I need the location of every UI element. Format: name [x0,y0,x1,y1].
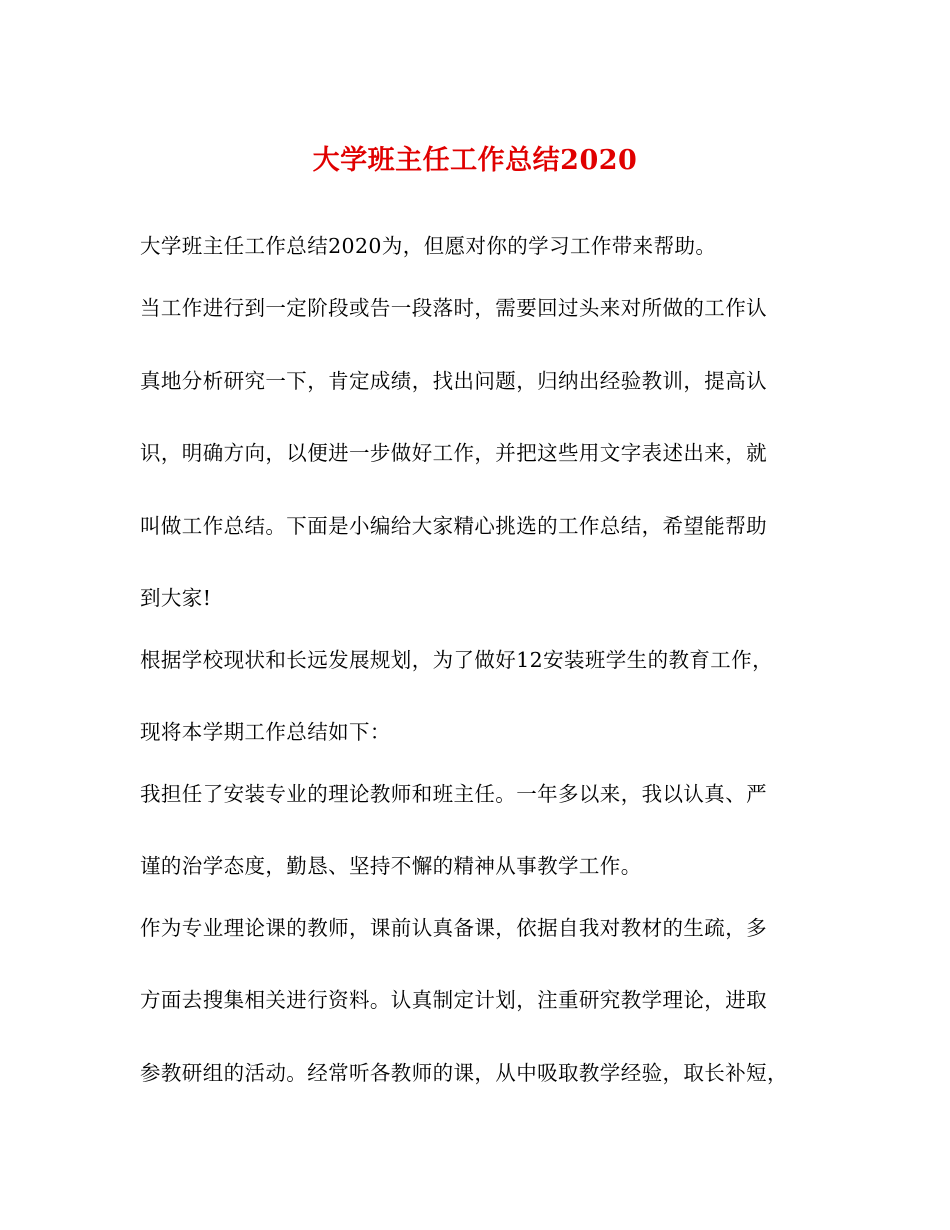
document-title: 大学班主任工作总结2020 [312,145,638,176]
body-line: 叫做工作总结。下面是小编给大家精心挑选的工作总结，希望能帮助 [140,514,767,538]
body-line: 大学班主任工作总结2020为，但愿对你的学习工作带来帮助。 [140,234,717,258]
body-line: 谨的治学态度，勤恳、坚持不懈的精神从事教学工作。 [140,854,642,878]
body-line: 根据学校现状和长远发展规划，为了做好12安装班学生的教育工作， [140,648,773,672]
body-line: 方面去搜集相关进行资料。认真制定计划，注重研究教学理论，进取 [140,988,767,1012]
body-line: 到大家! [140,586,212,610]
body-line: 作为专业理论课的教师，课前认真备课，依据自我对教材的生疏，多 [140,916,767,940]
body-line: 识，明确方向，以便进一步做好工作，并把这些用文字表述出来，就 [140,441,767,465]
body-line: 真地分析研究一下，肯定成绩，找出问题，归纳出经验教训，提高认 [140,369,767,393]
body-line: 参教研组的活动。经常听各教师的课，从中吸取教学经验，取长补短， [140,1061,788,1085]
body-line: 现将本学期工作总结如下： [140,720,391,744]
body-line: 我担任了安装专业的理论教师和班主任。一年多以来，我以认真、严 [140,782,767,806]
body-line: 当工作进行到一定阶段或告一段落时，需要回过头来对所做的工作认 [140,296,767,320]
